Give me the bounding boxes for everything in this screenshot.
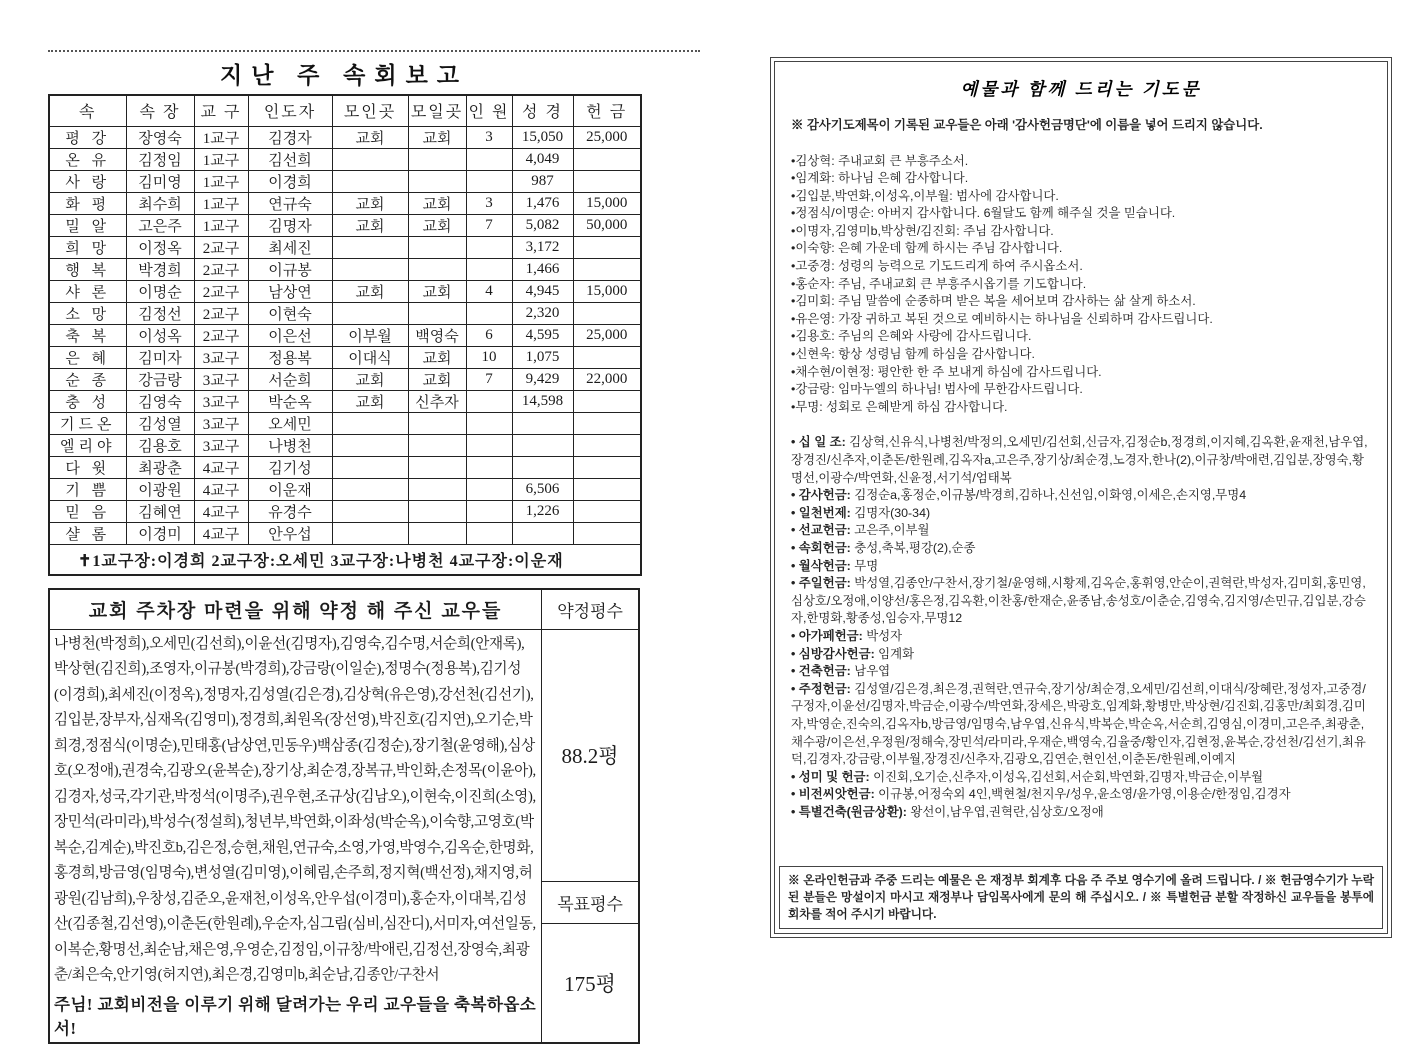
pledge-area-header: 약정평수: [542, 589, 639, 629]
table-row: [49, 390, 641, 412]
target-area-value: 175평: [542, 924, 639, 1043]
table-cell: 1교구: [194, 214, 248, 236]
table-cell: 김정선: [126, 302, 194, 324]
table-cell: 14,598: [512, 390, 573, 412]
table-cell: 희 망: [49, 236, 126, 258]
offering-item: [791, 487, 1371, 505]
table-cell: [573, 390, 641, 412]
table-row: [49, 236, 641, 258]
table-row: [49, 522, 641, 544]
table-cell: 김기성: [248, 456, 332, 478]
offering-item: [791, 540, 1371, 558]
table-row: [49, 500, 641, 522]
table-cell: 장영숙: [126, 126, 194, 148]
table-cell: 1교구: [194, 170, 248, 192]
offering-label: • 아가페헌금:: [791, 628, 867, 643]
left-page: [48, 50, 640, 1044]
table-cell: [573, 522, 641, 544]
prayer-item: •신현욱: 항상 성령님 함께 하심을 감사합니다.: [791, 347, 1035, 362]
table-cell: [573, 346, 641, 368]
table-cell: [466, 390, 512, 412]
table-cell: 2교구: [194, 302, 248, 324]
table-cell: [332, 434, 408, 456]
offering-item: [791, 434, 1371, 487]
prayer-item: •김용호: 주님의 은혜와 사랑에 감사드립니다.: [791, 329, 1032, 344]
offering-names: 왕선이,남우엽,권혁란,심상호/오정애: [910, 804, 1104, 819]
pledger-names: 나병천(박정희),오세민(김선희),이윤선(김명자),김영숙,김수명,서순희(안재록),박상현(김진희),조영자,이규봉(박경희),강금랑(이일순),정명수(정용복),김기성(이경희),최세진(이정옥),정명자,김성열(김은경),김상혁(유은영),강선천(김선기),김입분,장부자,심재옥(김영미),정경희,최원옥(장선영),박진호(김지연),오기순,박희경,정점식(이명순),민태홍(남상연,민동우)백삼종(김정순),장기철(윤영해),심상호(오정애),권경숙,김광오(윤복순),장기상,최순경,장복규,박인화,손정목(이윤아),김경자,성국,각기관,박정석(이명주),권우현,조규상(김남오),이현숙,이진희(소영),장민석(라미라),박성수(정설희),청년부,박연화,이좌성(박순옥),이숙향,고영호(박복순,김계순),박진호b,김은정,승현,채원,연규숙,소영,가영,박영수,김옥순,한명화,홍경희,방금영(임명숙),변성열(김미영),이혜림,손주희,정지혁(백선정),채지영,허광원(김남희),우창성,김준오,윤재천,이성옥,안우섭(이경미),홍순자,이대복,김성산(김종철,김선영),이춘돈(한원례),우순자,심그림(심비,심잔디),서미자,여선일동,이복순,황명선,최순남,채은영,우영순,김정임,이규창/박애린,김정선,장영숙,최광춘/최은숙,안기영(허지연),최은경,김영미b,최순남,김종안/구찬서: [54, 635, 536, 983]
table-row: [49, 324, 641, 346]
table-cell: 기드온: [49, 412, 126, 434]
table-cell: 나병천: [248, 434, 332, 456]
table-cell: 이현숙: [248, 302, 332, 324]
table-cell: [573, 412, 641, 434]
table-cell: 987: [512, 170, 573, 192]
table-cell: 정용복: [248, 346, 332, 368]
table-cell: [408, 148, 466, 170]
table-cell: [573, 258, 641, 280]
table-row: [49, 214, 641, 236]
table-cell: [466, 236, 512, 258]
offering-item: [791, 558, 1371, 576]
offering-item: [791, 663, 1371, 681]
table-cell: 소 망: [49, 302, 126, 324]
table-cell: [466, 302, 512, 324]
table-cell: 온 유: [49, 148, 126, 170]
table-cell: [573, 302, 641, 324]
report-table-body: [49, 126, 641, 544]
table-cell: [332, 170, 408, 192]
offering-names: 무명: [854, 558, 879, 573]
table-cell: 1교구: [194, 126, 248, 148]
table-cell: 4,945: [512, 280, 573, 302]
prayer-item: •김미회: 주님 말씀에 순종하며 받은 복을 세어보며 감사하는 삶 살게 하소서.: [791, 294, 1196, 309]
offering-label: • 선교헌금:: [791, 523, 855, 538]
table-cell: 3: [466, 126, 512, 148]
offering-label: • 특별건축(원금상환):: [791, 804, 911, 819]
table-footer-row: [49, 544, 641, 575]
table-cell: 은 혜: [49, 346, 126, 368]
offering-label: • 월삭헌금:: [791, 558, 855, 573]
table-cell: 유경수: [248, 500, 332, 522]
table-cell: 김경자: [248, 126, 332, 148]
parking-pledge-table: [48, 588, 640, 1044]
table-cell: 사 랑: [49, 170, 126, 192]
table-cell: 교회: [408, 346, 466, 368]
prayer-item: •홍순자: 주님, 주내교회 큰 부흥주시옵기를 기도합니다.: [791, 276, 1087, 291]
table-cell: 평 강: [49, 126, 126, 148]
table-cell: [466, 434, 512, 456]
parking-body-row: [49, 629, 639, 881]
table-cell: 안우섭: [248, 522, 332, 544]
table-cell: 6,506: [512, 478, 573, 500]
table-cell: [466, 456, 512, 478]
district-leaders-note: ✝1교구장:이경희 2교구장:오세민 3교구장:나병천 4교구장:이운재: [49, 544, 641, 575]
table-cell: 25,000: [573, 324, 641, 346]
table-cell: [573, 456, 641, 478]
pledge-area-value: 88.2평: [542, 629, 639, 881]
table-cell: 1,476: [512, 192, 573, 214]
table-cell: 이부월: [332, 324, 408, 346]
right-page: [770, 57, 1392, 938]
table-cell: 2교구: [194, 258, 248, 280]
table-cell: 박순옥: [248, 390, 332, 412]
table-cell: [408, 302, 466, 324]
prayer-item: •임계화: 하나님 은혜 감사합니다.: [791, 171, 969, 186]
table-cell: 백영숙: [408, 324, 466, 346]
table-cell: 이광원: [126, 478, 194, 500]
table-cell: 4교구: [194, 478, 248, 500]
table-cell: [332, 412, 408, 434]
offering-names: 고은주,이부월: [854, 523, 930, 538]
table-cell: [408, 258, 466, 280]
column-header: 인 원: [466, 95, 512, 126]
table-row: [49, 478, 641, 500]
page-top-dotted-rule: [48, 50, 700, 52]
table-cell: 최세진: [248, 236, 332, 258]
table-row: [49, 368, 641, 390]
table-cell: 15,050: [512, 126, 573, 148]
table-cell: [573, 478, 641, 500]
table-cell: 50,000: [573, 214, 641, 236]
table-cell: [512, 456, 573, 478]
table-cell: 4: [466, 280, 512, 302]
table-cell: 고은주: [126, 214, 194, 236]
table-cell: [512, 522, 573, 544]
table-cell: 오세민: [248, 412, 332, 434]
table-row: [49, 170, 641, 192]
table-cell: [573, 236, 641, 258]
table-cell: 10: [466, 346, 512, 368]
table-cell: 3,172: [512, 236, 573, 258]
table-cell: 4교구: [194, 500, 248, 522]
table-cell: [332, 148, 408, 170]
table-cell: 교회: [408, 368, 466, 390]
table-cell: 샬 롬: [49, 522, 126, 544]
table-cell: 김영숙: [126, 390, 194, 412]
offering-label: • 주정헌금:: [791, 681, 855, 696]
table-cell: 기 쁨: [49, 478, 126, 500]
blessing-line: 주님! 교회비전을 이루기 위해 달려가는 우리 교우들을 축복하옵소서!: [54, 994, 537, 1038]
offering-names: 김명자(30-34): [854, 505, 931, 520]
table-cell: 김명자: [248, 214, 332, 236]
prayer-item: •고중경: 성령의 능력으로 기도드리게 하여 주시옵소서.: [791, 259, 1083, 274]
offering-names: 박성열,김종안/구찬서,장기철/윤영해,시황제,김옥순,홍휘영,안순이,권혁란,박성자,김미회,홍민영,심상호/오정애,이양선/홍은정,김옥환,이찬홍/한재순,윤종남,송성호/이춘순,김영숙,김지영/손민규,김입분,강승자,한명화,황종성,임승자,무명12: [791, 576, 1366, 626]
offering-label: • 건축헌금:: [791, 664, 855, 679]
table-cell: 행 복: [49, 258, 126, 280]
offering-label: • 일천번제:: [791, 505, 855, 520]
table-cell: 김선희: [248, 148, 332, 170]
table-cell: 엘리야: [49, 434, 126, 456]
table-cell: 2교구: [194, 280, 248, 302]
offering-names: 이규봉,어정숙외 4인,백현철/천지우/성우,윤소영/윤가영,이용순/한정임,김경자: [878, 787, 1291, 802]
table-row: [49, 456, 641, 478]
table-cell: 이명순: [126, 280, 194, 302]
column-header: 헌 금: [573, 95, 641, 126]
table-cell: [573, 434, 641, 456]
table-cell: 김미영: [126, 170, 194, 192]
table-cell: [466, 412, 512, 434]
offering-item: [791, 522, 1371, 540]
table-cell: [332, 522, 408, 544]
table-cell: 3교구: [194, 412, 248, 434]
table-cell: 25,000: [573, 126, 641, 148]
table-cell: 4,595: [512, 324, 573, 346]
table-cell: 강금랑: [126, 368, 194, 390]
table-cell: [408, 236, 466, 258]
table-cell: 5,082: [512, 214, 573, 236]
prayer-item: •이숙향: 은혜 가운데 함께 하시는 주님 감사합니다.: [791, 241, 1063, 256]
table-cell: 최광춘: [126, 456, 194, 478]
prayer-item: •채수현/이현정: 평안한 한 주 보내게 하심에 감사드립니다.: [791, 364, 1102, 379]
table-cell: 22,000: [573, 368, 641, 390]
column-header: 모인곳: [332, 95, 408, 126]
table-cell: 김미자: [126, 346, 194, 368]
table-cell: 4교구: [194, 522, 248, 544]
column-header: 모일곳: [408, 95, 466, 126]
table-cell: [408, 500, 466, 522]
table-cell: 4,049: [512, 148, 573, 170]
table-cell: [332, 500, 408, 522]
offering-label: • 비전씨앗헌금:: [791, 787, 879, 802]
table-cell: 교회: [408, 192, 466, 214]
table-cell: 교회: [408, 280, 466, 302]
table-row: [49, 258, 641, 280]
table-cell: [573, 500, 641, 522]
table-row: [49, 346, 641, 368]
table-cell: 김정임: [126, 148, 194, 170]
table-cell: 6: [466, 324, 512, 346]
table-cell: 교회: [332, 390, 408, 412]
table-cell: 15,000: [573, 280, 641, 302]
table-cell: 이정옥: [126, 236, 194, 258]
offering-label: • 심방감사헌금:: [791, 646, 879, 661]
table-row: [49, 148, 641, 170]
table-cell: 교회: [332, 214, 408, 236]
prayer-item: •정점식/이명순: 아버지 감사합니다. 6월달도 함께 해주실 것을 믿습니다.: [791, 206, 1176, 221]
table-cell: [466, 522, 512, 544]
table-header-row: [49, 95, 641, 126]
column-header: 인도자: [248, 95, 332, 126]
table-cell: 김혜연: [126, 500, 194, 522]
table-cell: 서순희: [248, 368, 332, 390]
parking-title: 교회 주차장 마련을 위해 약정 해 주신 교우들: [49, 589, 542, 629]
table-cell: 3: [466, 192, 512, 214]
prayer-list: [791, 153, 1371, 417]
table-row: [49, 280, 641, 302]
table-cell: 이경희: [248, 170, 332, 192]
table-cell: 4교구: [194, 456, 248, 478]
table-cell: [408, 434, 466, 456]
table-cell: 1,226: [512, 500, 573, 522]
table-cell: 이규봉: [248, 258, 332, 280]
offering-names: 남우엽: [854, 664, 891, 679]
table-row: [49, 126, 641, 148]
column-header: 속: [49, 95, 126, 126]
table-cell: [466, 148, 512, 170]
offering-label: • 속회헌금:: [791, 540, 855, 555]
offering-item: [791, 646, 1371, 664]
table-cell: [573, 170, 641, 192]
table-row: [49, 302, 641, 324]
table-cell: 신추자: [408, 390, 466, 412]
offering-names: 이진회,오기순,신추자,이성옥,김선회,서순회,박연화,김명자,박금순,이부월: [873, 769, 1264, 784]
table-cell: [466, 478, 512, 500]
table-cell: 2교구: [194, 236, 248, 258]
offering-item: [791, 804, 1371, 822]
table-cell: [408, 478, 466, 500]
prayer-item: •이명자,김영미b,박상현/김진회: 주님 감사합니다.: [791, 223, 1054, 238]
table-cell: [466, 258, 512, 280]
table-row: [49, 434, 641, 456]
offering-list: [791, 434, 1371, 821]
offering-item: [791, 786, 1371, 804]
table-cell: 이대식: [332, 346, 408, 368]
offering-label: • 성미 및 헌금:: [791, 769, 874, 784]
table-cell: [408, 412, 466, 434]
prayer-item: •김상혁: 주내교회 큰 부흥주소서.: [791, 153, 969, 168]
column-header: 교 구: [194, 95, 248, 126]
table-cell: 3교구: [194, 346, 248, 368]
prayer-page-title: 예물과 함께 드리는 기도문: [960, 79, 1202, 99]
table-cell: 1,075: [512, 346, 573, 368]
table-cell: 샤 론: [49, 280, 126, 302]
offering-label: • 감사헌금:: [791, 488, 855, 503]
parking-header-row: [49, 589, 639, 629]
table-cell: 2,320: [512, 302, 573, 324]
table-cell: 2교구: [194, 324, 248, 346]
table-cell: 이성옥: [126, 324, 194, 346]
table-cell: 1교구: [194, 192, 248, 214]
table-cell: [466, 500, 512, 522]
offering-names: 김정순a,홍정순,이규봉/박경희,김하나,신선임,이화영,이세은,손지영,무명4: [854, 488, 1247, 503]
offering-names: 박성자: [866, 628, 903, 643]
table-row: [49, 412, 641, 434]
table-cell: [332, 456, 408, 478]
table-cell: 교회: [332, 280, 408, 302]
target-area-header: 목표평수: [542, 881, 639, 924]
offering-names: 임계화: [878, 646, 915, 661]
column-header: 성 경: [512, 95, 573, 126]
page-title: 지난 주 속회보고: [219, 63, 469, 88]
table-cell: 이운재: [248, 478, 332, 500]
offering-item: [791, 681, 1371, 769]
offering-item: [791, 505, 1371, 523]
table-cell: 연규숙: [248, 192, 332, 214]
table-cell: 믿 음: [49, 500, 126, 522]
table-cell: 충 성: [49, 390, 126, 412]
table-cell: [512, 434, 573, 456]
table-cell: 최수희: [126, 192, 194, 214]
table-cell: [332, 478, 408, 500]
table-cell: [512, 412, 573, 434]
table-cell: [332, 258, 408, 280]
table-cell: [408, 456, 466, 478]
table-cell: 교회: [332, 368, 408, 390]
offering-names: 김성열/김은경,최은경,권혁란,연규숙,장기상/최순경,오세민/김선희,이대식/장혜란,정성자,고중경/구정자,이윤선/김명자,박금순,이광수/박연화,장세은,박광호,임계화,황병만,박상현/김진회,김홍만/최회경,김미자,박영순,진숙의,김옥자b,방금영/임명숙,남우엽,신유식,박복순,박순옥,서순희,김영심,이경미,고은주,최광춘,채수광/이은선,우정원/정해숙,장민석/라미라,우재순,백영숙,김율중/황인자,김현정,윤복순,강선천/김선기,최유덕,김경자,강금랑,이부월,장경진/신추자,김광오,김연순,현인선,이춘돈/한원례,이예지: [791, 681, 1366, 767]
table-cell: 이은선: [248, 324, 332, 346]
prayer-item: •김입분,박연화,이성옥,이부월: 범사에 감사합니다.: [791, 188, 1059, 203]
prayer-page-inner: [774, 61, 1388, 934]
thanksgiving-notice: ※ 감사기도제목이 기록된 교우들은 아래 '감사헌금명단'에 이름을 넣어 드리지 않습니다.: [791, 118, 1263, 132]
offering-label: • 십 일 조:: [791, 435, 850, 450]
table-cell: 김용호: [126, 434, 194, 456]
table-row: [49, 192, 641, 214]
table-cell: 1교구: [194, 148, 248, 170]
table-cell: 1,466: [512, 258, 573, 280]
table-cell: 화 평: [49, 192, 126, 214]
table-cell: 남상연: [248, 280, 332, 302]
table-cell: [332, 302, 408, 324]
table-cell: [573, 148, 641, 170]
offering-item: [791, 575, 1371, 628]
pledger-names-cell: [49, 629, 542, 1043]
table-cell: 9,429: [512, 368, 573, 390]
prayer-item: •무명: 성회로 은혜받게 하심 감사합니다.: [791, 399, 1008, 414]
prayer-item: •유은영: 가장 귀하고 복된 것으로 예비하시는 하나님을 신뢰하며 감사드립니다.: [791, 311, 1213, 326]
table-cell: 7: [466, 214, 512, 236]
table-cell: 7: [466, 368, 512, 390]
offering-label: • 주일헌금:: [791, 576, 855, 591]
table-cell: 박경희: [126, 258, 194, 280]
table-cell: 3교구: [194, 434, 248, 456]
table-cell: [408, 522, 466, 544]
prayer-item: •강금랑: 임마누엘의 하나님! 범사에 무한감사드립니다.: [791, 382, 1083, 397]
table-cell: 김성열: [126, 412, 194, 434]
footer-notes: ※ 온라인헌금과 주중 드리는 예물은 은 재정부 회계후 다음 주 주보 영수기에 올려 드립니다. / ※ 헌금영수기가 누락된 분들은 망설이지 마시고 재정부나 담임목사에게 문의 해 주십시오. / ※ 특별헌금 분할 작정하신 교우들을 봉투에 회차를 적어 주시기 바랍니다.: [779, 866, 1383, 929]
table-cell: 교회: [332, 126, 408, 148]
table-cell: 교회: [332, 192, 408, 214]
cell-group-report-table: [48, 94, 642, 576]
table-cell: 이경미: [126, 522, 194, 544]
column-header: 속 장: [126, 95, 194, 126]
table-cell: 순 종: [49, 368, 126, 390]
offering-names: 충성,축복,평강(2),순종: [854, 540, 976, 555]
offering-item: [791, 628, 1371, 646]
table-cell: 15,000: [573, 192, 641, 214]
table-cell: [408, 170, 466, 192]
table-cell: 축 복: [49, 324, 126, 346]
table-cell: 밀 알: [49, 214, 126, 236]
table-cell: 교회: [408, 214, 466, 236]
table-cell: [466, 170, 512, 192]
offering-item: [791, 769, 1371, 787]
table-cell: 다 윗: [49, 456, 126, 478]
table-cell: 3교구: [194, 390, 248, 412]
table-cell: 교회: [408, 126, 466, 148]
table-cell: 3교구: [194, 368, 248, 390]
table-cell: [332, 236, 408, 258]
offering-names: 김상혁,신유식,나병천/박정의,오세민/김선회,신금자,김정순b,정경희,이지혜,김옥환,윤재천,남우엽,장경진/신추자,이춘돈/한원례,김옥자a,고은주,장기상/최순경,노경자,한나(2),이규창/박애련,김입분,장영숙,황명선,이광수/박연화,신윤정,서기석/엄태복: [791, 435, 1368, 485]
